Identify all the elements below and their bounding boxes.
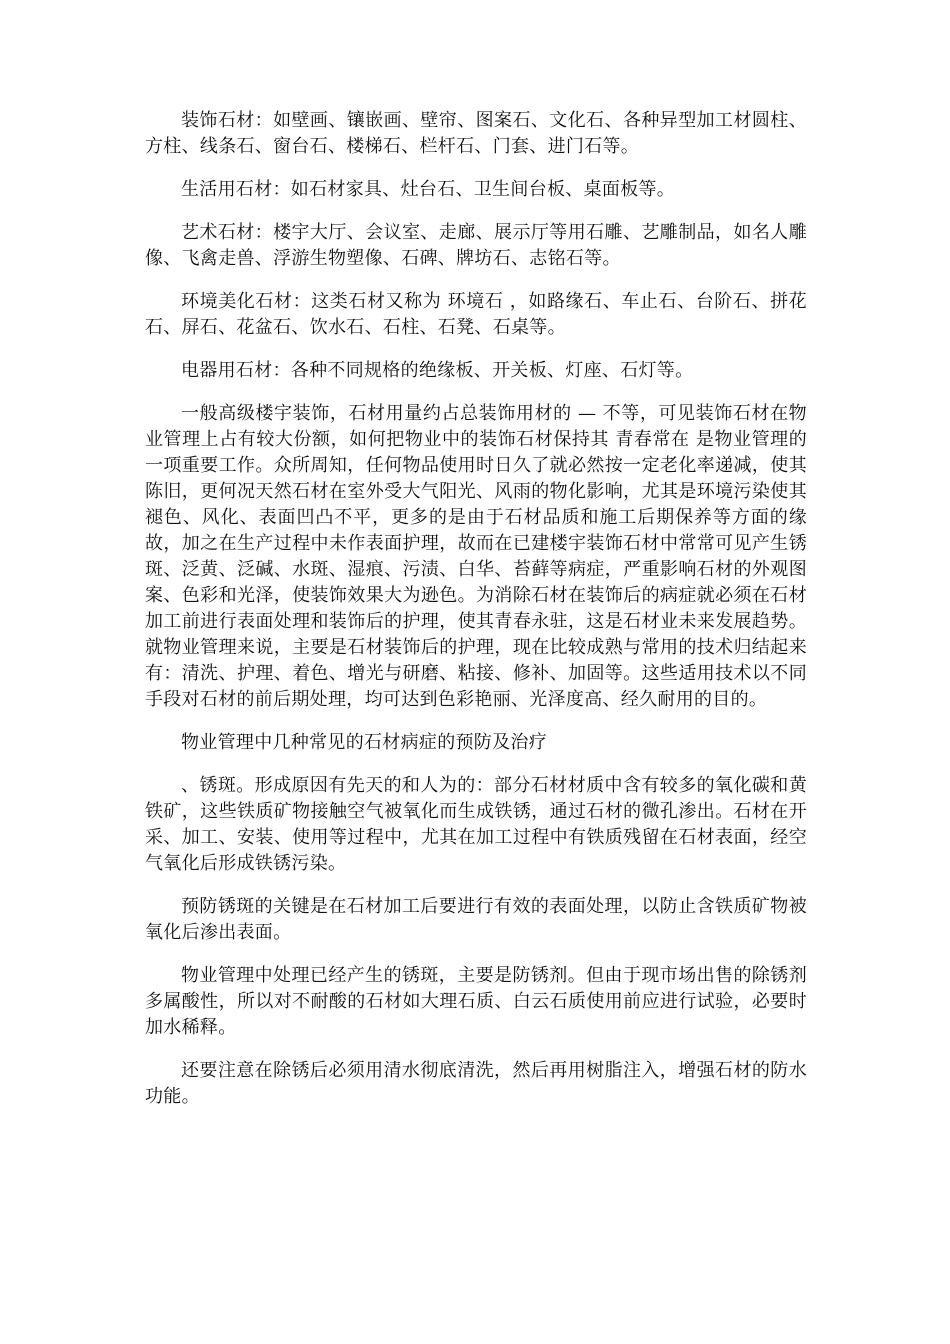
section-heading-stone-diseases: 物业管理中几种常见的石材病症的预防及治疗 xyxy=(181,732,547,753)
paragraph-landscape-stone: 环境美化石材：这类石材又称为 环境石 ，如路缘石、车止石、台阶石、拼花石、屏石、花盆石、饮水石、石柱、石凳、石桌等。 xyxy=(145,291,807,338)
paragraph-rust-prevention: 预防锈斑的关键是在石材加工后要进行有效的表面处理，以防止含铁质矿物被氧化后渗出表面。 xyxy=(145,896,807,943)
paragraph-stone-maintenance-overview: 一般高级楼宇装饰，石材用量约占总装饰用材的 — 不等，可见装饰石材在物业管理上占有较大份额，如何把物业中的装饰石材保持其 青春常在 是物业管理的一项重要工作。众所周知，任何物品使用时日久了就必然按一定老化率递减，使其陈旧，更何况天然石材在室外受大气阳光、风雨的物化影响，尤其是环境污染使其褪色、风化、表面凹凸不平，更多的是由于石材品质和施工后期保养等方面的缘故，加之在生产过程中未作表面护理，故而在已建楼宇装饰石材中常常可见产生锈斑、泛黄、泛碱、水斑、湿痕、污渍、白华、苔藓等病症，严重影响石材的外观图案、色彩和光泽，使装饰效果大为逊色。为消除石材在装饰后的病症就必须在石材加工前进行表面处理和装饰后的护理，使其青春永驻，这是石材业未来发展趋势。就物业管理来说，主要是石材装饰后的护理，现在比较成熟与常用的技术归结起来有：清洗、护理、着色、增光与研磨、粘接、修补、加固等。这些适用技术以不同手段对石材的前后期处理，均可达到色彩艳丽、光泽度高、经久耐用的目的。 xyxy=(145,403,807,710)
document-body xyxy=(145,108,807,1127)
paragraph-household-stone: 生活用石材：如石材家具、灶台石、卫生间台板、桌面板等。 xyxy=(181,179,676,200)
paragraph-decorative-stone: 装饰石材：如壁画、镶嵌画、壁帘、图案石、文化石、各种异型加工材圆柱、方柱、线条石、窗台石、楼梯石、栏杆石、门套、进门石等。 xyxy=(145,110,807,157)
paragraph-rust-stains: 、锈斑。形成原因有先天的和人为的：部分石材材质中含有较多的氧化碳和黄铁矿，这些铁质矿物接触空气被氧化而生成铁锈，通过石材的微孔渗出。石材在开采、加工、安装、使用等过程中，尤其在加工过程中有铁质残留在石材表面，经空气氧化后形成铁锈污染。 xyxy=(145,775,807,874)
paragraph-electrical-stone: 电器用石材：各种不同规格的绝缘板、开关板、灯座、石灯等。 xyxy=(181,360,694,381)
paragraph-rust-treatment: 物业管理中处理已经产生的锈斑，主要是防锈剂。但由于现市场出售的除锈剂多属酸性，所以对不耐酸的石材如大理石质、白云石质使用前应进行试验，必要时加水稀释。 xyxy=(145,965,807,1038)
paragraph-rust-aftercare: 还要注意在除锈后必须用清水彻底清洗，然后再用树脂注入，增强石材的防水功能。 xyxy=(145,1060,807,1107)
paragraph-art-stone: 艺术石材：楼宇大厅、会议室、走廊、展示厅等用石雕、艺雕制品，如名人雕像、飞禽走兽、浮游生物塑像、石碑、牌坊石、志铭石等。 xyxy=(145,222,807,269)
